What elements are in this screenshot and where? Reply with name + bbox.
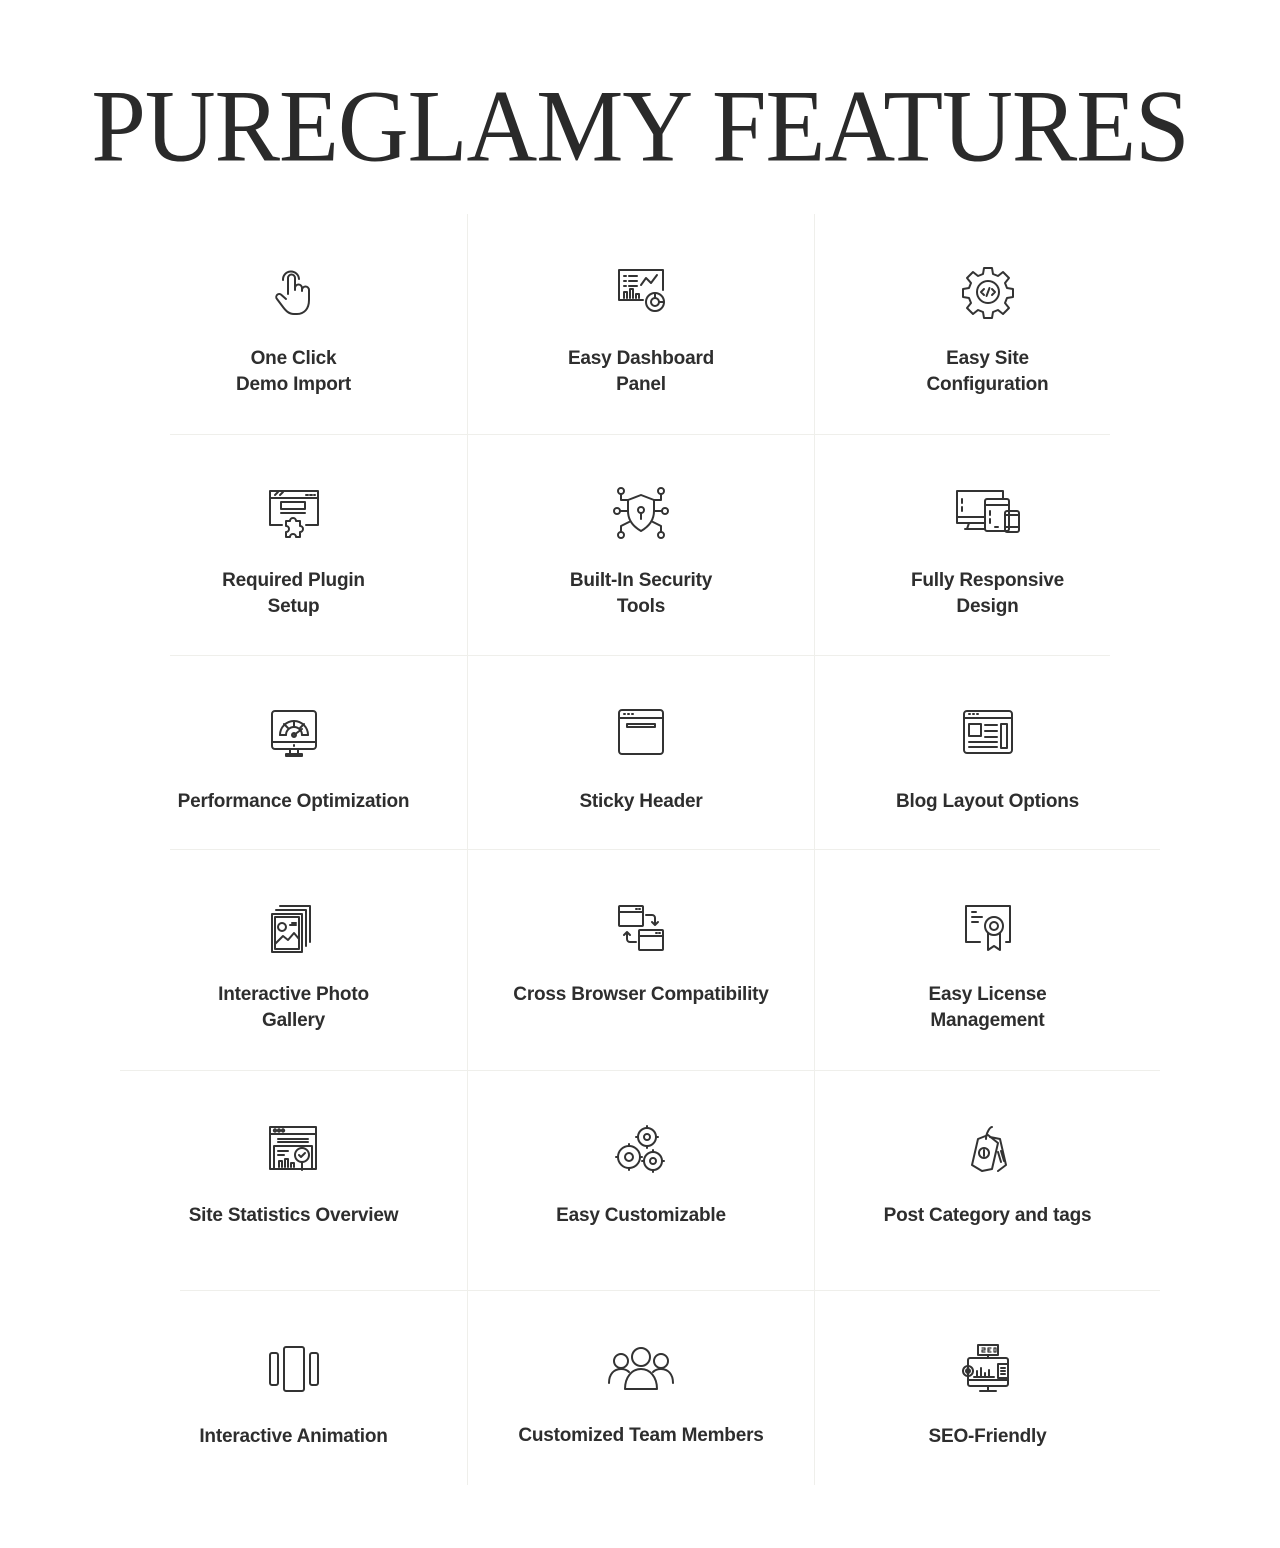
devices-icon <box>953 485 1023 541</box>
feature-label: Configuration <box>926 373 1049 395</box>
feature-card <box>467 214 814 435</box>
feature-label: One Click <box>250 348 337 369</box>
browser-header-icon <box>613 706 669 762</box>
features-row <box>120 435 1160 656</box>
feature-card <box>467 1071 814 1291</box>
feature-card <box>814 1071 1160 1291</box>
pointer-click-icon <box>266 264 322 320</box>
feature-label: Performance Optimization <box>177 791 410 812</box>
team-icon <box>605 1343 677 1399</box>
feature-label: Design <box>956 595 1019 617</box>
browser-layout-icon <box>960 706 1016 762</box>
feature-card <box>467 850 814 1071</box>
feature-label: Easy Site <box>946 348 1029 369</box>
feature-label: Blog Layout Options <box>895 791 1080 812</box>
feature-label: Interactive Animation <box>199 1426 388 1447</box>
feature-card <box>814 1291 1160 1485</box>
feature-label: Easy Dashboard <box>567 348 715 369</box>
feature-label: Required Plugin <box>222 570 365 591</box>
slider-panels-icon <box>266 1343 322 1399</box>
page-title: PUREGLAMY FEATURES <box>91 70 1189 184</box>
feature-label: Panel <box>616 373 666 395</box>
shield-circuit-icon <box>613 485 669 541</box>
gear-code-icon <box>960 264 1016 320</box>
monitor-speedometer-icon <box>266 706 322 762</box>
feature-label: Setup <box>267 595 320 617</box>
feature-label: Fully Responsive <box>910 570 1065 591</box>
feature-label: Post Category and tags <box>883 1205 1092 1226</box>
feature-label: Easy Customizable <box>556 1205 726 1226</box>
feature-card <box>814 656 1160 850</box>
seo-monitor-icon <box>960 1343 1016 1399</box>
feature-card <box>120 435 467 656</box>
feature-card <box>467 435 814 656</box>
feature-label: Management <box>930 1009 1045 1031</box>
feature-label: Sticky Header <box>579 791 703 812</box>
feature-card <box>120 214 467 435</box>
features-row <box>120 1291 1160 1485</box>
dashboard-chart-icon <box>613 264 669 320</box>
feature-label: Cross Browser Compatibility <box>513 984 769 1005</box>
feature-card <box>120 1071 467 1291</box>
feature-card <box>467 656 814 850</box>
feature-label: Customized Team Members <box>518 1425 764 1446</box>
features-grid <box>120 214 1160 1485</box>
feature-card <box>814 435 1160 656</box>
photo-stack-icon <box>266 902 322 958</box>
feature-label: Tools <box>616 595 666 617</box>
feature-label: Gallery <box>261 1009 326 1031</box>
feature-label: SEO-Friendly <box>928 1426 1047 1447</box>
browser-puzzle-icon <box>266 485 322 541</box>
feature-label: Easy License <box>928 984 1047 1005</box>
browser-sync-icon <box>613 902 669 958</box>
price-tags-icon <box>960 1123 1016 1179</box>
certificate-icon <box>960 902 1016 958</box>
feature-label: Built-In Security <box>569 570 713 591</box>
feature-card <box>120 656 467 850</box>
feature-card <box>814 850 1160 1071</box>
feature-label: Interactive Photo <box>218 984 369 1005</box>
feature-label: Site Statistics Overview <box>188 1205 399 1226</box>
feature-card <box>814 214 1160 435</box>
feature-card <box>467 1291 814 1485</box>
features-row <box>120 214 1160 435</box>
feature-label: Demo Import <box>236 373 351 395</box>
feature-card <box>120 850 467 1071</box>
features-row <box>120 656 1160 850</box>
browser-analytics-icon <box>266 1123 322 1179</box>
features-row <box>120 1071 1160 1291</box>
feature-card <box>120 1291 467 1485</box>
features-row <box>120 850 1160 1071</box>
gears-icon <box>613 1123 669 1179</box>
